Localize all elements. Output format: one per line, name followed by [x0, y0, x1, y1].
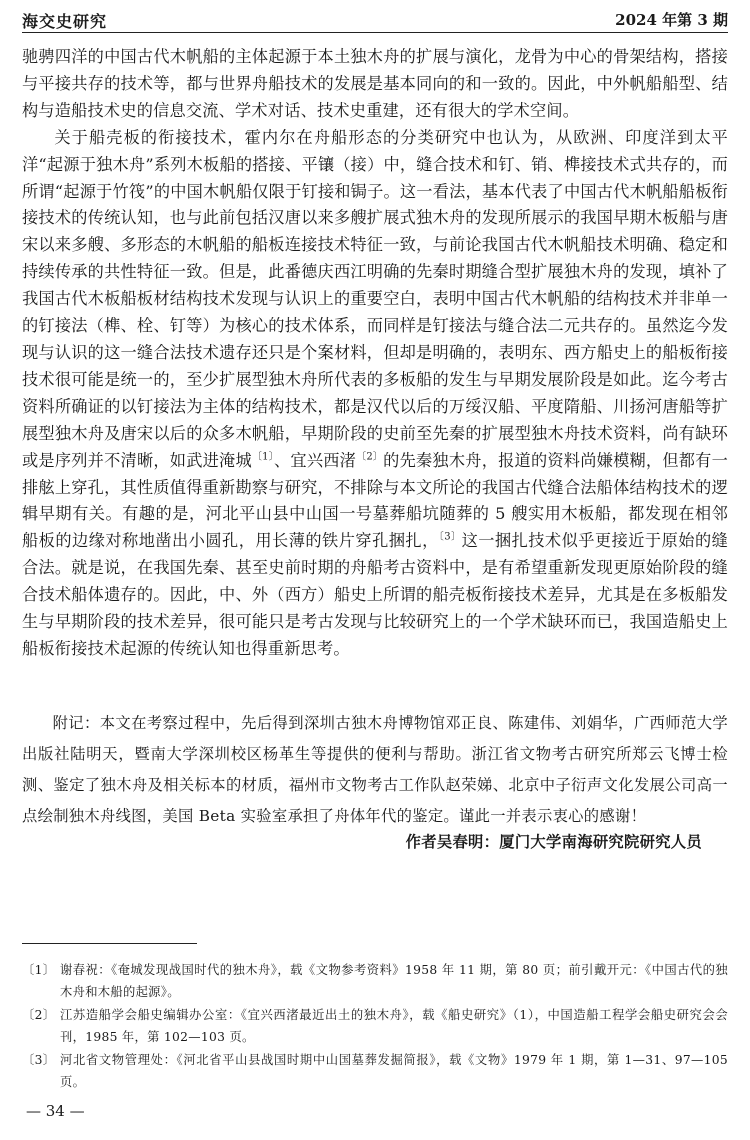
author-line: 作者吴春明：厦门大学南海研究院研究人员	[405, 833, 702, 851]
footnote-ref-1[interactable]: 〔1〕	[251, 451, 274, 463]
footnote-divider	[22, 943, 197, 944]
footnote-ref-2[interactable]: 〔2〕	[356, 451, 384, 463]
footnote-text: 江苏造船学会船史编辑办公室：《宜兴西渚最近出土的独木舟》，载《船史研究》（1），中国造船工程学会船史研究会会刊，1985 年，第 102—103 页。	[60, 1008, 728, 1044]
issue-label: 2024 年第 3 期	[615, 11, 728, 29]
footnotes	[22, 960, 728, 1095]
body-paragraph-1: 驰骋四洋的中国古代木帆船的主体起源于本土独木舟的扩展与演化，龙骨为中心的骨架结构，搭接与平接共存的技术等，都与世界舟船技术的发展是基本同向的和一致的。因此，中外帆船船型、结构与造船技术史的信息交流、学术对话、技术史重建，还有很大的学术空间。	[22, 47, 728, 120]
footnote-number: 〔1〕	[22, 963, 56, 977]
footnote-number: 〔2〕	[22, 1008, 56, 1022]
acknowledgement: 附记：本文在考察过程中，先后得到深圳古独木舟博物馆邓正良、陈建伟、刘娟华，广西师范大学出版社陆明天，暨南大学深圳校区杨革生等提供的便利与帮助。浙江省文物考古研究所郑云飞博士检测、鉴定了独木舟及相关标本的材质，福州市文物考古工作队赵荣娣、北京中子衍声文化发展公司高一点绘制独木舟线图，美国 Beta 实验室承担了舟体年代的鉴定。谨此一并表示衷心的感谢！	[22, 714, 728, 825]
paragraph-2-text-b: 、宜兴西渚	[273, 450, 357, 470]
footnote-text: 谢春祝：《奄城发现战国时代的独木舟》，载《文物参考资料》1958 年 11 期，第 80 页；前引戴开元：《中国古代的独木舟和木船的起源》。	[60, 963, 728, 999]
paragraph-2-text-d: 这一捆扎技术似乎更接近于原始的缝合法。就是说，在我国先秦、甚至史前时期的舟船考古资料中，是有希望重新发现更原始阶段的缝合技术船体遗存的。因此，中、外（西方）船史上所谓的船壳板衔接技术差异，尤其是在多板船发生与早期阶段的技术差异，很可能只是考古发现与比较研究上的一个学术缺环而已，我国造船史上船板衔接技术起源的传统认知也得重新思考。	[22, 531, 728, 658]
footnote-number: 〔3〕	[22, 1053, 56, 1067]
paragraph-2-text-c: 的先秦独木舟，报道的资料尚嫌模糊，但都有一排舷上穿孔，其性质值得重新勘察与研究，不排除与本文所论的我国古代缝合法船体结构技术的逻辑早期有关。有趣的是，河北平山县中山国一号墓葬船坑随葬的 5 艘实用木板船，都发现在相邻船板的边缘对称地凿出小圆孔，用长薄的铁片穿孔捆扎，	[22, 450, 728, 551]
journal-name: 海交史研究	[22, 12, 108, 31]
footnote-2	[22, 1005, 728, 1048]
paragraph-2-text-a: 关于船壳板的衔接技术，霍内尔在舟船形态的分类研究中也认为，从欧洲、印度洋到太平洋“起源于独木舟”系列木板船的搭接、平镶（接）中，缝合技术和钉、销、榫接技术式共存的，而所谓“起源于竹筏”的中国木帆船仅限于钉接和锔子。这一看法，基本代表了中国古代木帆船船板衔接技术的传统认知，也与此前包括汉唐以来多艘扩展式独木舟的发现所展示的我国早期木板船与唐宋以来多艘、多形态的木帆船的船板连接技术特征一致，与前论我国古代木帆船技术明确、稳定和持续传承的共性特征一致。但是，此番德庆西江明确的先秦时期缝合型扩展独木舟的发现，填补了我国古代木板船板材结构技术发现与认识上的重要空白，表明中国古代木帆船的结构技术并非单一的钉接法（榫、栓、钉等）为核心的技术体系，而同样是钉接法与缝合法二元共存的。虽然迄今发现与认识的这一缝合法技术遗存还只是个案材料，但却是明确的，表明东、西方船史上的船板衔接技术很可能是统一的，至少扩展型独木舟所代表的多板船的发生与早期发展阶段是如此。迄今考古资料所确证的以钉接法为主体的结构技术，都是汉代以后的万绥汉船、平度隋船、川扬河唐船等扩展型独木舟及唐宋以后的众多木帆船，早期阶段的史前至先秦的扩展型独木舟技术资料，尚有缺环或是序列并不清晰，如武进淹城	[22, 127, 728, 470]
article-body	[22, 44, 728, 663]
footnote-1	[22, 960, 728, 1003]
footnote-3	[22, 1050, 728, 1093]
body-paragraph-2	[22, 125, 728, 663]
footnote-text: 河北省文物管理处：《河北省平山县战国时期中山国墓葬发掘简报》，载《文物》1979 年 1 期，第 1—31、97—105 页。	[60, 1053, 728, 1089]
page-number: — 34 —	[26, 1102, 85, 1120]
footnote-ref-3[interactable]: 〔3〕	[438, 531, 462, 543]
running-header	[22, 6, 728, 33]
